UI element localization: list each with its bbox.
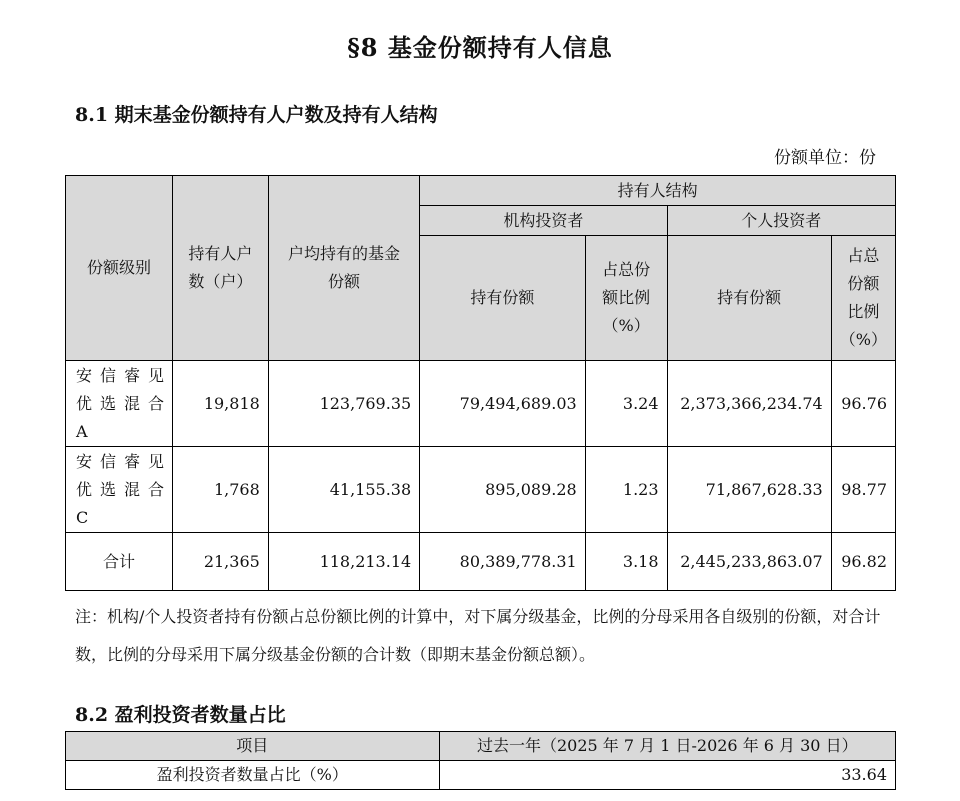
header-level: 份额级别 — [66, 176, 173, 361]
section-title: §8 基金份额持有人信息 — [347, 33, 613, 62]
header-individual: 个人投资者 — [667, 206, 895, 236]
row-inst-share: 895,089.28 — [420, 447, 586, 533]
header-indiv-pct: 占总份额比例（%） — [831, 236, 895, 361]
header-indiv-share: 持有份额 — [667, 236, 831, 361]
section-8-2-heading: 8.2 盈利投资者数量占比 — [75, 704, 286, 726]
row-avg: 41,155.38 — [268, 447, 419, 533]
unit-label: 份额单位：份 — [774, 148, 876, 168]
header-institutional: 机构投资者 — [420, 206, 667, 236]
row-inst-share: 80,389,778.31 — [420, 533, 586, 591]
row-indiv-pct: 98.77 — [831, 447, 895, 533]
row-avg: 123,769.35 — [268, 361, 419, 447]
header-structure: 持有人结构 — [420, 176, 896, 206]
header-inst-share: 持有份额 — [420, 236, 586, 361]
profit-investor-table — [65, 731, 896, 790]
row-indiv-share: 71,867,628.33 — [667, 447, 831, 533]
header-holders: 持有人户数（户） — [173, 176, 269, 361]
table-note: 注：机构/个人投资者持有份额占总份额比例的计算中，对下属分级基金，比例的分母采用各自级别的份额，对合计数，比例的分母采用下属分级基金份额的合计数（即期末基金份额总额）。 — [75, 607, 881, 664]
row-indiv-share: 2,445,233,863.07 — [667, 533, 831, 591]
section-8-1-heading: 8.1 期末基金份额持有人户数及持有人结构 — [75, 104, 438, 126]
row-inst-pct: 3.18 — [585, 533, 667, 591]
header-avg: 户均持有的基金份额 — [268, 176, 419, 361]
row-holders: 1,768 — [173, 447, 269, 533]
table-row — [66, 447, 896, 533]
row-indiv-pct: 96.82 — [831, 533, 895, 591]
row-indiv-share: 2,373,366,234.74 — [667, 361, 831, 447]
row-inst-pct: 1.23 — [585, 447, 667, 533]
row-label: 盈利投资者数量占比（%） — [66, 761, 440, 790]
row-name: 合计 — [66, 533, 173, 591]
row-value: 33.64 — [439, 761, 895, 790]
table-row-total — [66, 533, 896, 591]
row-holders: 19,818 — [173, 361, 269, 447]
row-avg: 118,213.14 — [268, 533, 419, 591]
holder-structure-table — [65, 175, 896, 591]
row-name: 安信睿见优选混合A — [66, 361, 173, 447]
row-inst-share: 79,494,689.03 — [420, 361, 586, 447]
row-inst-pct: 3.24 — [585, 361, 667, 447]
row-indiv-pct: 96.76 — [831, 361, 895, 447]
header-item: 项目 — [66, 732, 440, 761]
header-period: 过去一年（2025 年 7 月 1 日-2026 年 6 月 30 日） — [439, 732, 895, 761]
row-name: 安信睿见优选混合C — [66, 447, 173, 533]
row-holders: 21,365 — [173, 533, 269, 591]
header-inst-pct: 占总份额比例（%） — [585, 236, 667, 361]
table-row — [66, 361, 896, 447]
